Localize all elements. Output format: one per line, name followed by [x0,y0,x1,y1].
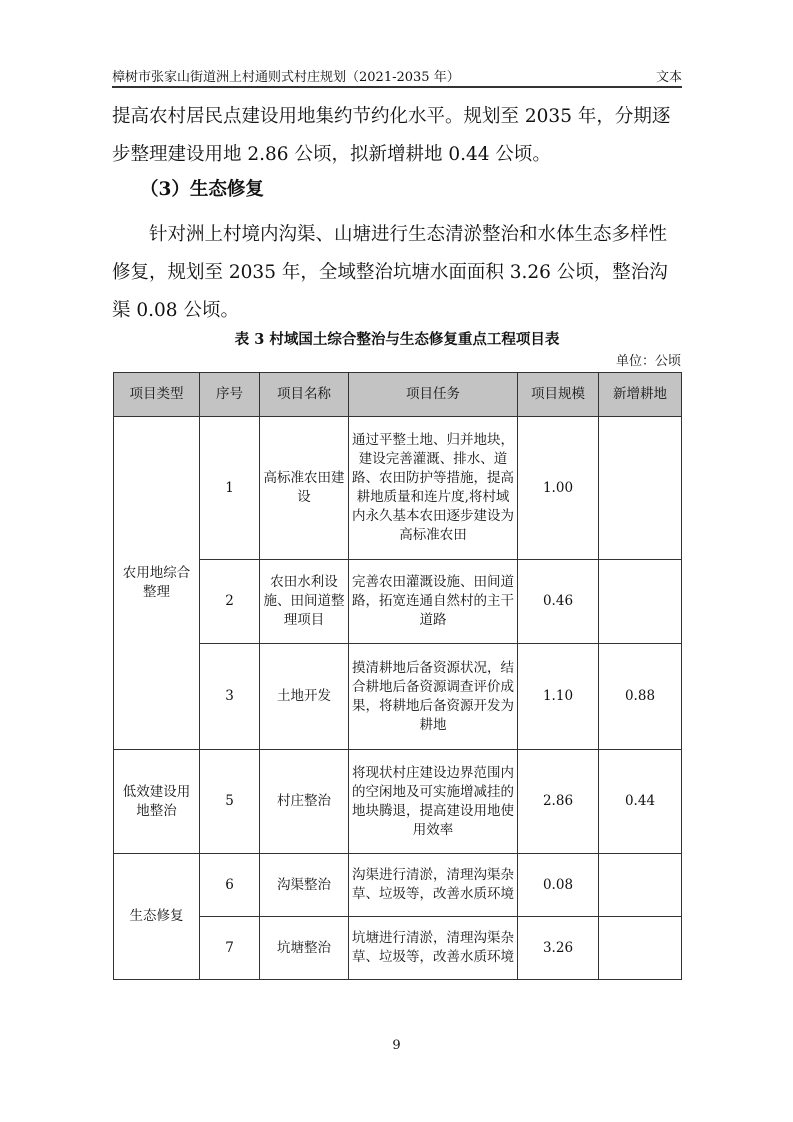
table-caption: 表 3 村域国土综合整治与生态修复重点工程项目表 [234,331,560,348]
paragraph-1: 提高农村居民点建设用地集约节约化水平。规划至 2035 年，分期逐步整理建设用地 2.86 公顷，拟新增耕地 0.44 公顷。 [112,106,671,165]
table-unit: 单位：公顷 [615,354,681,369]
running-header [112,64,682,88]
cell-task: 坑塘进行清淤，清理沟渠杂草、垃圾等，改善水质环境 [349,917,518,980]
cell-new-farmland [599,417,682,560]
cell-scale: 0.46 [518,560,599,644]
cell-type: 农用地综合整理 [114,417,200,750]
cell-no: 2 [200,560,260,644]
table-row [114,417,682,560]
cell-type: 生态修复 [114,854,200,980]
col-header: 新增耕地 [599,373,682,417]
cell-scale: 2.86 [518,750,599,854]
document-title: 樟树市张家山街道洲上村通则式村庄规划（2021-2035 年） [112,70,460,85]
cell-no: 6 [200,854,260,917]
paragraph-2: 针对洲上村境内沟渠、山塘进行生态清淤整治和水体生态多样性修复，规划至 2035 年，全域整治坑塘水面面积 3.26 公顷，整治沟渠 0.08 公顷。 [112,224,668,321]
cell-name: 村庄整治 [260,750,349,854]
cell-new-farmland [599,854,682,917]
table-row [114,750,682,854]
cell-name: 坑塘整治 [260,917,349,980]
cell-no: 3 [200,644,260,750]
col-header: 项目任务 [349,373,518,417]
cell-name: 土地开发 [260,644,349,750]
cell-scale: 1.00 [518,417,599,560]
cell-name: 农田水利设施、田间道整理项目 [260,560,349,644]
cell-task: 通过平整土地、归并地块，建设完善灌溉、排水、道路、农田防护等措施，提高耕地质量和连片度,将村域内永久基本农田逐步建设为高标准农田 [349,417,518,560]
cell-task: 摸清耕地后备资源状况，结合耕地后备资源调查评价成果，将耕地后备资源开发为耕地 [349,644,518,750]
project-table [113,372,682,980]
table-row [114,854,682,917]
section-heading: （3）生态修复 [140,179,264,200]
cell-type: 低效建设用地整治 [114,750,200,854]
cell-new-farmland [599,560,682,644]
cell-scale: 3.26 [518,917,599,980]
table-row [114,560,682,644]
cell-task: 将现状村庄建设边界范围内的空闲地及可实施增减挂的地块腾退，提高建设用地使用效率 [349,750,518,854]
cell-no: 5 [200,750,260,854]
table-header-row [114,373,682,417]
cell-no: 1 [200,417,260,560]
cell-task: 完善农田灌溉设施、田间道路，拓宽连通自然村的主干道路 [349,560,518,644]
cell-scale: 0.08 [518,854,599,917]
col-header: 序号 [200,373,260,417]
cell-name: 沟渠整治 [260,854,349,917]
table-row [114,917,682,980]
col-header: 项目类型 [114,373,200,417]
cell-new-farmland: 0.88 [599,644,682,750]
cell-no: 7 [200,917,260,980]
col-header: 项目规模 [518,373,599,417]
cell-name: 高标准农田建设 [260,417,349,560]
table-row [114,644,682,750]
cell-new-farmland [599,917,682,980]
cell-task: 沟渠进行清淤，清理沟渠杂草、垃圾等，改善水质环境 [349,854,518,917]
page-number: 9 [392,1038,401,1053]
cell-new-farmland: 0.44 [599,750,682,854]
cell-scale: 1.10 [518,644,599,750]
col-header: 项目名称 [260,373,349,417]
header-section-label: 文本 [655,70,682,85]
